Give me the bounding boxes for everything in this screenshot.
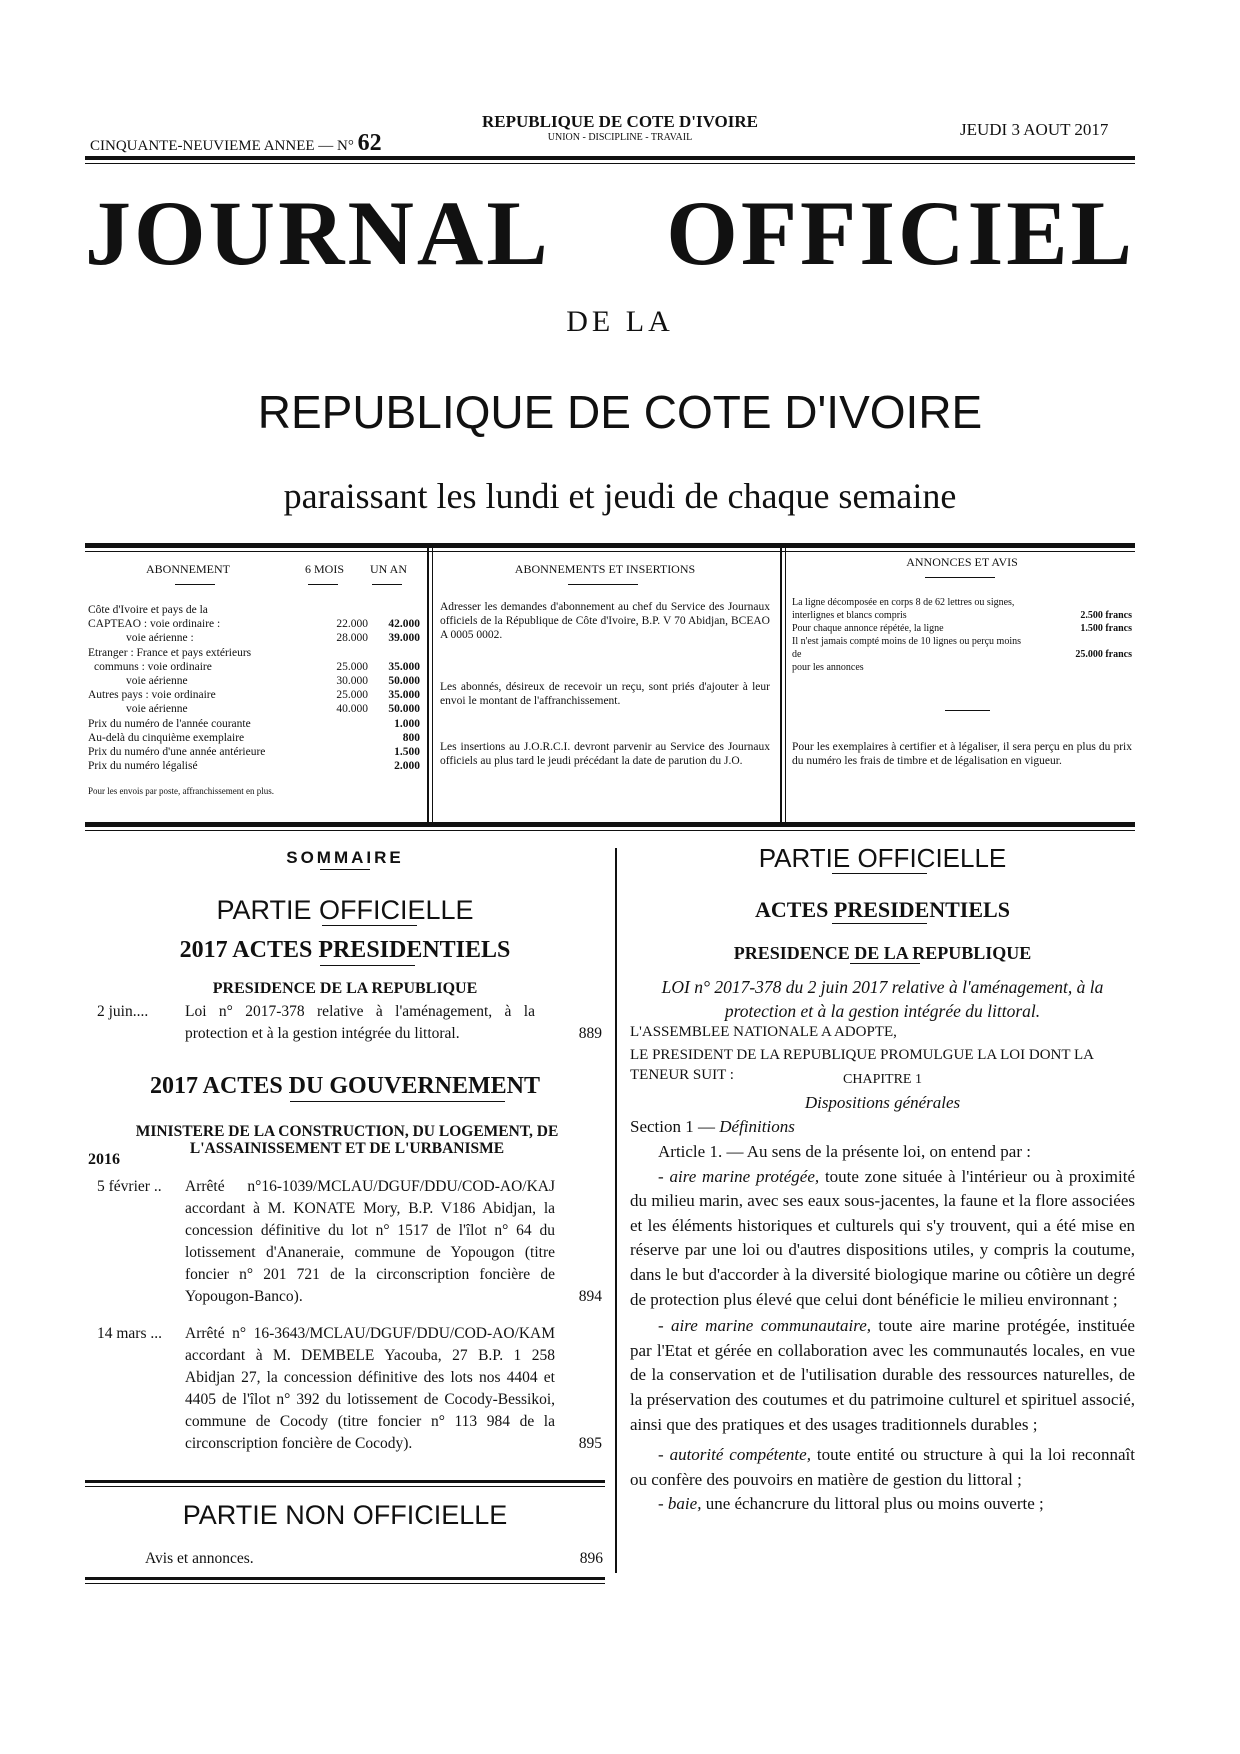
main-partie-officielle: PARTIE OFFICIELLE	[758, 843, 1007, 873]
box-divider-2	[780, 548, 782, 824]
price-row-label: voie aérienne	[126, 675, 188, 688]
issue-number: 62	[357, 130, 382, 156]
main-chapitre: CHAPITRE 1	[843, 1072, 922, 1087]
price-unan: 42.000	[388, 618, 420, 631]
price-6mois	[316, 717, 368, 731]
issue-date: JEUDI 3 AOUT 2017	[960, 120, 1109, 139]
insertions-p3: Les insertions au J.O.R.C.I. devront parvenir au Service des Journaux officiels au plus tard le jeudi précédant la date de parution du J.O.	[440, 741, 770, 767]
sommaire-ap-underline	[320, 965, 415, 966]
price-unan: 2.000	[394, 760, 420, 773]
price-row	[88, 674, 420, 688]
toc-entry-arrete-2[interactable]	[97, 1323, 602, 1455]
def-baie: - baie, une échancrure du littoral plus ou moins ouverte ;	[658, 1494, 1044, 1514]
toc-entry-date: 2 juin....	[97, 1003, 149, 1020]
price-unan: 50.000	[388, 675, 420, 688]
header-republic	[440, 112, 800, 143]
header-rule-thick	[85, 156, 1135, 160]
price-6mois: 28.000	[336, 632, 368, 645]
def-autorite-competente: - autorité compétente, toute entité ou structure à qui la loi reconnaît ou confère des pouvoirs en matière de gestion du littoral ;	[630, 1445, 1135, 1489]
price-row	[88, 617, 420, 631]
annonces-heading-underline	[925, 577, 995, 578]
main-assemblee: L'ASSEMBLEE NATIONALE A ADOPTE,	[630, 1024, 897, 1040]
price-unan	[368, 646, 420, 660]
price-6mois	[316, 759, 368, 773]
price-6mois: 22.000	[336, 618, 368, 631]
price-row	[88, 646, 420, 660]
toc-entry-text: Arrêté n°16-1039/MCLAU/DGUF/DDU/COD-AO/KAJ accordant à M. KONATE Mory, B.P. V186 Abidjan, la concession définitive du lot n° 1517 de l'îlot n° 64 du lotissement d'Ananeraie, commune de Yopougon (titre foncier n° 201 721 de la circonscription foncière de Yopougon-Banco).	[185, 1178, 555, 1305]
price-row-label: Côte d'Ivoire et pays de la	[88, 604, 208, 616]
sommaire-title: SOMMAIRE	[286, 848, 404, 867]
price-row	[88, 717, 420, 731]
main-actes-pres: ACTES PRESIDENTIELS	[755, 897, 1010, 922]
main-presidence: PRESIDENCE DE LA REPUBLIQUE	[733, 943, 1032, 963]
toc-entry-page: 896	[579, 1550, 603, 1567]
col-unan-underline	[372, 584, 402, 585]
price-row-label: Etranger : France et pays extérieurs	[88, 646, 252, 659]
price-row-label: CAPTEAO : voie ordinaire :	[88, 618, 221, 631]
main-presidence-underline	[850, 963, 920, 964]
main-ap-underline	[832, 923, 927, 924]
price-row	[88, 688, 420, 702]
toc-entry-date: 5 février ..	[97, 1178, 162, 1195]
price-unan: 39.000	[388, 632, 420, 645]
price-unan: 1.500	[394, 746, 420, 759]
sommaire-actes-gouv: 2017 ACTES DU GOUVERNEMENT	[149, 1073, 541, 1099]
sommaire-rule-2	[85, 1577, 605, 1580]
price-row	[88, 745, 420, 759]
subscription-footnote: Pour les envois par poste, affranchissement en plus.	[88, 786, 275, 796]
insertions-p2: Les abonnés, désireux de recevoir un reçu, sont priés d'ajouter à leur envoi le montant de l'affranchissement.	[440, 681, 770, 707]
price-row	[88, 603, 420, 617]
col-6mois-underline	[308, 584, 338, 585]
sommaire-partie-non-officielle: PARTIE NON OFFICIELLE	[182, 1500, 508, 1530]
box-divider-1	[427, 548, 429, 824]
def-aire-marine-protegee: - aire marine protégée, toute zone située à l'intérieur ou à proximité du milieu marin, avec ses eaux sous-jacentes, la faune et la flore associées et les éléments historiques et culturels qui s'y trouvent, qui a été mise en réserve par une loi ou d'autres dispositions utiles, y compris la coutume, dans le but d'accorder à la diversité biologique marine ou côtière un degré de protection plus élevé que celui dont bénéficie le milieu environnant ;	[630, 1166, 1135, 1309]
masthead-de-la: DE LA	[566, 305, 674, 338]
toc-entry-loi[interactable]	[97, 1001, 602, 1045]
price-row-label: voie aérienne :	[126, 632, 194, 645]
main-promulgue: LE PRESIDENT DE LA REPUBLIQUE PROMULGUE LA LOI DONT LA TENEUR SUIT :	[630, 1047, 1094, 1083]
subscription-heading-underline	[175, 584, 215, 585]
price-row	[88, 660, 420, 674]
insertions-heading-underline	[568, 584, 638, 585]
annonces-p4: Pour les exemplaires à certifier et à légaliser, il sera perçu en plus du prix du numéro les frais de timbre et de légalisation en vigueur.	[792, 741, 1132, 767]
masthead-republic: REPUBLIQUE DE COTE D'IVOIRE	[257, 386, 983, 438]
col-6mois: 6 MOIS	[305, 562, 345, 576]
col-unan: UN AN	[370, 562, 408, 576]
price-row-label: Autres pays : voie ordinaire	[88, 689, 216, 702]
price-row-label: Prix du numéro légalisé	[88, 760, 198, 773]
toc-entry-text: Loi n° 2017-378 relative à l'aménagement, à la protection et à la gestion intégrée du littoral.	[185, 1003, 535, 1042]
price-table	[88, 603, 420, 773]
price-row-label: communs : voie ordinaire	[94, 660, 212, 673]
sommaire-rule-1	[85, 1480, 605, 1483]
toc-entry-text: Arrêté n° 16-3643/MCLAU/DGUF/DDU/COD-AO/KAM accordant à M. DEMBELE Yacouba, 27 B.P. 1 258 Abidjan 27, la concession définitive des lots nos 4404 et 4405 de l'îlot n° 392 du lotissement de Cocody-Bessikoi, commune de Cocody (titre foncier n° 113 984 de la circonscription foncière de Cocody).	[185, 1325, 555, 1452]
masthead-title-word1: JOURNAL	[85, 182, 551, 284]
sommaire-year-2016: 2016	[88, 1151, 120, 1168]
price-unan: 35.000	[388, 660, 420, 673]
insertions-p1: Adresser les demandes d'abonnement au chef du Service des Journaux officiels de la République de Côte d'Ivoire, B.P. V 70 Abidjan, BCEAO A 0005 0002.	[440, 601, 770, 641]
sommaire-underline	[320, 869, 370, 870]
article-1: Article 1. — Au sens de la présente loi, on entend par :	[658, 1142, 1031, 1161]
main-dispositions: Dispositions générales	[804, 1093, 961, 1112]
masthead-title	[85, 180, 1135, 286]
sommaire-rule-2b	[85, 1583, 605, 1584]
sommaire-partie-officielle: PARTIE OFFICIELLE	[216, 895, 474, 925]
sommaire-actes-pres: 2017 ACTES PRESIDENTIELS	[179, 937, 511, 963]
toc-entry-page: 889	[578, 1025, 602, 1042]
price-row	[88, 731, 420, 745]
issue-year-label: CINQUANTE-NEUVIEME ANNEE — N° 62	[90, 130, 382, 156]
annonces-heading: ANNONCES ET AVIS	[906, 555, 1018, 569]
main-section: Section 1 — Définitions	[630, 1117, 795, 1136]
toc-entry-page: 895	[578, 1435, 602, 1452]
price-unan	[368, 603, 420, 617]
box-top-rule-thin	[85, 551, 1135, 552]
toc-entry-page: 894	[578, 1288, 602, 1305]
subscription-heading: ABONNEMENT	[146, 562, 230, 576]
price-row	[88, 631, 420, 645]
toc-entry-date: 14 mars ...	[97, 1325, 163, 1342]
box-divider-1b	[432, 548, 433, 824]
box-divider-2b	[785, 548, 786, 824]
price-6mois	[316, 745, 368, 759]
box-bottom-rule	[85, 822, 1135, 827]
annonces-rate-1: La ligne décomposée en corps 8 de 62 lettres ou signes, interlignes et blancs compris 2.500 francs	[792, 597, 1132, 621]
sommaire-ministere: MINISTERE DE LA CONSTRUCTION, DU LOGEMENT, DE L'ASSAINISSEMENT ET DE L'URBANISME	[135, 1123, 559, 1157]
price-unan: 35.000	[388, 689, 420, 702]
sommaire-ag-underline	[290, 1101, 505, 1102]
price-row-label: Au-delà du cinquième exemplaire	[88, 731, 245, 744]
box-top-rule	[85, 543, 1135, 548]
insertions-heading: ABONNEMENTS ET INSERTIONS	[514, 562, 696, 576]
main-section-title: Définitions	[719, 1117, 795, 1136]
price-6mois: 25.000	[336, 689, 368, 702]
main-body	[630, 1140, 1135, 1517]
price-row-label: voie aérienne	[126, 703, 188, 716]
price-6mois	[316, 646, 368, 660]
toc-entry-arrete-1[interactable]	[97, 1176, 602, 1308]
annonces-rate-3b: pour les annonces	[792, 662, 864, 673]
box-bottom-rule-thin	[85, 830, 1135, 831]
header-rule-thin	[85, 163, 1135, 164]
header-republic-name: REPUBLIQUE DE COTE D'IVOIRE	[482, 112, 758, 131]
price-unan: 1.000	[394, 717, 420, 730]
annonces-divider	[945, 710, 990, 711]
masthead-frequency: paraissant les lundi et jeudi de chaque semaine	[283, 476, 957, 516]
price-row-label: Prix du numéro de l'année courante	[88, 717, 251, 730]
toc-entry-text: Avis et annonces.	[145, 1550, 254, 1567]
column-divider	[615, 848, 617, 1573]
price-6mois	[316, 731, 368, 745]
price-6mois: 40.000	[336, 703, 368, 716]
main-po-underline	[832, 873, 927, 874]
price-unan: 50.000	[388, 703, 420, 716]
masthead-title-word2: OFFICIEL	[666, 182, 1135, 284]
price-row	[88, 702, 420, 716]
annonces-rate-3: Il n'est jamais compté moins de 10 lignes ou perçu moins de 25.000 francs	[792, 636, 1132, 660]
price-row-label: Prix du numéro d'une année antérieure	[88, 746, 266, 759]
annonces-rates	[792, 596, 1132, 674]
main-loi-title: LOI n° 2017-378 du 2 juin 2017 relative à l'aménagement, à la protection et à la gestion intégrée du littoral.	[661, 977, 1104, 1021]
price-6mois: 25.000	[336, 660, 368, 673]
sommaire-rule-1b	[85, 1486, 605, 1487]
price-6mois	[316, 603, 368, 617]
price-6mois: 30.000	[336, 675, 368, 688]
header-motto: UNION - DISCIPLINE - TRAVAIL	[547, 132, 693, 143]
toc-entry-avis[interactable]	[145, 1548, 603, 1570]
def-aire-marine-communautaire: - aire marine communautaire, toute aire marine protégée, instituée par l'Etat et gérée en collaboration avec les communautés locales, en vue de la conservation et de l'utilisation durable des ressources naturelles, de la préservation des coutumes et du patrimoine culturel et spirituel associé, ainsi que des pratiques et des usages traditionnels durables ;	[630, 1316, 1135, 1434]
sommaire-po-underline	[322, 925, 417, 926]
sommaire-presidence: PRESIDENCE DE LA REPUBLIQUE	[212, 980, 478, 997]
price-row	[88, 759, 420, 773]
price-unan: 800	[402, 731, 420, 744]
annonces-rate-2: Pour chaque annonce répétée, la ligne 1.500 francs	[792, 623, 1132, 634]
